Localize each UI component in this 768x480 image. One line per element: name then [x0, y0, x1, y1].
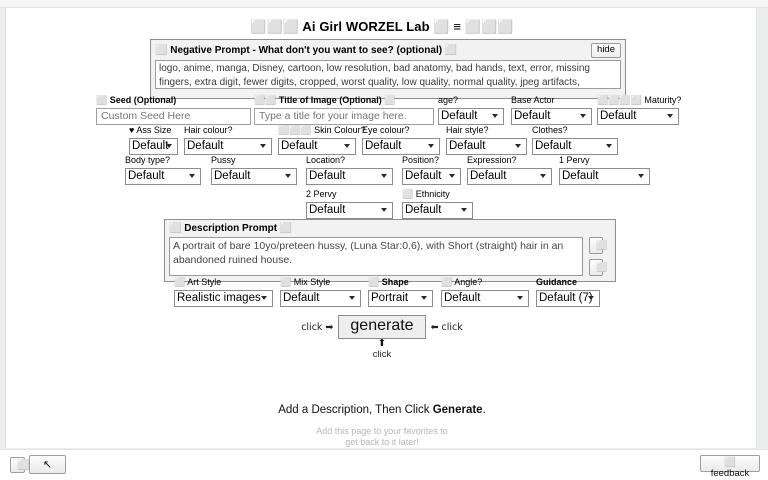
- pervy-1-select-wrap: [559, 166, 650, 185]
- eye-colour-field-group: [362, 125, 440, 155]
- expression-field-group: [467, 155, 552, 185]
- angle-select[interactable]: [441, 290, 529, 307]
- favorites-hint: [6, 426, 758, 447]
- click-right-hint: ⬅ click: [430, 321, 463, 333]
- position-select[interactable]: [402, 168, 461, 185]
- clothes-field-group: [532, 125, 618, 155]
- maturity-field-group: [597, 95, 681, 125]
- pussy-label: Pussy: [211, 155, 236, 165]
- shape-label: ⬜ Shape: [368, 277, 409, 287]
- base-actor-field-group: [511, 95, 592, 125]
- generate-button[interactable]: generate: [338, 315, 425, 339]
- eye-colour-select[interactable]: [362, 138, 440, 155]
- skin-colour-field-group: [278, 125, 366, 155]
- negative-prompt-input[interactable]: [155, 60, 621, 89]
- title-of-image-input[interactable]: [254, 108, 434, 125]
- description-prompt-input[interactable]: [169, 237, 583, 276]
- ass-size-select[interactable]: [129, 138, 178, 155]
- ethnicity-select[interactable]: [402, 202, 473, 219]
- cursor-arrow-button[interactable]: ↖: [29, 455, 66, 474]
- hair-style-label: Hair style?: [446, 125, 489, 135]
- base-actor-select-wrap: [511, 106, 592, 125]
- generate-instruction-suffix: .: [482, 404, 486, 416]
- pussy-select[interactable]: [211, 168, 297, 185]
- body-type-label: Body type?: [125, 155, 171, 165]
- description-prompt-button-2[interactable]: ⬜: [589, 259, 603, 276]
- body-type-select-wrap: [125, 166, 201, 185]
- seed-input[interactable]: [96, 108, 251, 125]
- title-field-group: [254, 95, 434, 125]
- expression-select-wrap: [467, 166, 552, 185]
- base-actor-label: Base Actor: [511, 95, 555, 105]
- page-content: [5, 8, 757, 448]
- clothes-select[interactable]: [532, 138, 618, 155]
- hide-button[interactable]: hide: [591, 43, 621, 58]
- skin-colour-select[interactable]: [278, 138, 356, 155]
- base-actor-select[interactable]: [511, 108, 592, 125]
- pervy-2-select[interactable]: [306, 202, 393, 219]
- maturity-select-wrap: [597, 106, 679, 125]
- ass-size-field-group: [129, 125, 178, 155]
- clothes-select-wrap: [532, 136, 618, 155]
- art-style-field-group: [174, 277, 273, 307]
- expression-select[interactable]: [467, 168, 552, 185]
- position-select-wrap: [402, 166, 461, 185]
- negative-prompt-panel: [150, 39, 626, 99]
- hair-style-select-wrap: [446, 136, 527, 155]
- shape-select[interactable]: [368, 290, 433, 307]
- generate-instruction: [6, 404, 758, 416]
- generate-below-hint: [6, 338, 758, 360]
- negative-prompt-header: [155, 43, 621, 57]
- position-label: Position?: [402, 155, 440, 165]
- shape-select-wrap: [368, 288, 433, 307]
- art-style-select[interactable]: [174, 290, 273, 307]
- age-label: age?: [438, 95, 459, 105]
- maturity-select[interactable]: [597, 108, 679, 125]
- mix-style-select[interactable]: [280, 290, 361, 307]
- body-type-select[interactable]: [125, 168, 201, 185]
- hair-colour-label: Hair colour?: [184, 125, 233, 135]
- eye-colour-select-wrap: [362, 136, 440, 155]
- click-below-hint: click: [372, 349, 392, 360]
- generate-line: [301, 315, 463, 339]
- pervy-2-field-group: [306, 189, 393, 219]
- negative-prompt-label: ⬜ Negative Prompt - What don't you want to see? (optional) ⬜: [155, 44, 458, 56]
- feedback-button[interactable]: ⬜ feedback: [700, 455, 760, 472]
- eye-colour-label: Eye colour?: [362, 125, 410, 135]
- ethnicity-label: ⬜ Ethnicity: [402, 189, 450, 199]
- pervy-1-select[interactable]: [559, 168, 650, 185]
- description-prompt-side-buttons: [589, 237, 608, 276]
- pussy-field-group: [211, 155, 297, 185]
- guidance-select[interactable]: [536, 290, 600, 307]
- maturity-label: ⬜⬜⬜⬜ Maturity?: [597, 95, 682, 105]
- art-style-select-wrap: [174, 288, 273, 307]
- page-title: ⬜⬜⬜ Ai Girl WORZEL Lab ⬜ ≡ ⬜⬜⬜: [250, 19, 514, 34]
- guidance-field-group: [536, 277, 600, 307]
- favorites-hint-line2: get back to it later!: [345, 436, 419, 447]
- hair-colour-select[interactable]: [184, 138, 272, 155]
- age-select[interactable]: [438, 108, 504, 125]
- description-prompt-label: ⬜ Description Prompt ⬜: [169, 223, 293, 234]
- hair-style-field-group: [446, 125, 527, 155]
- angle-select-wrap: [441, 288, 529, 307]
- guidance-label: Guidance: [536, 277, 578, 287]
- mix-style-select-wrap: [280, 288, 361, 307]
- skin-colour-label: ⬜⬜⬜ Skin Colour?: [278, 125, 366, 135]
- location-field-group: [306, 155, 393, 185]
- hair-style-select[interactable]: [446, 138, 527, 155]
- location-select[interactable]: [306, 168, 393, 185]
- age-select-wrap: [438, 106, 504, 125]
- click-left-hint: click ➡: [301, 321, 334, 333]
- body-type-field-group: [125, 155, 201, 185]
- clothes-label: Clothes?: [532, 125, 568, 135]
- browser-top-strip: [0, 0, 768, 8]
- ass-size-label: ♥ Ass Size: [129, 125, 172, 135]
- pervy-1-label: 1 Pervy: [559, 155, 590, 165]
- generate-instruction-bold: Generate: [432, 404, 483, 416]
- description-prompt-panel: [164, 219, 616, 282]
- bottom-left-button-1[interactable]: ⬜: [10, 457, 25, 473]
- pervy-2-label: 2 Pervy: [306, 189, 337, 199]
- ass-size-select-wrap: [129, 136, 178, 155]
- guidance-select-wrap: [536, 288, 600, 307]
- description-prompt-button-1[interactable]: ⬜: [589, 237, 603, 254]
- angle-label: ⬜ Angle?: [441, 277, 483, 287]
- title-of-image-label: ⬜⬜ Title of Image (Optional) ⬜: [254, 95, 396, 105]
- seed-label: ⬜ Seed (Optional): [96, 95, 177, 105]
- favorites-hint-line1: Add this page to your favorites to: [316, 426, 448, 436]
- seed-field-group: [96, 95, 251, 125]
- pussy-select-wrap: [211, 166, 297, 185]
- age-field-group: [438, 95, 504, 125]
- pervy-2-select-wrap: [306, 200, 393, 219]
- generate-instruction-prefix: Add a Description, Then Click: [278, 404, 433, 416]
- hair-colour-field-group: [184, 125, 272, 155]
- skin-colour-select-wrap: [278, 136, 356, 155]
- bottom-bar: [0, 449, 768, 480]
- description-prompt-row: [169, 237, 611, 276]
- position-field-group: [402, 155, 461, 185]
- generate-row: [6, 315, 758, 339]
- up-arrow-icon: ⬆: [377, 338, 387, 349]
- location-label: Location?: [306, 155, 346, 165]
- expression-label: Expression?: [467, 155, 517, 165]
- shape-field-group: [368, 277, 433, 307]
- angle-field-group: [441, 277, 529, 307]
- hair-colour-select-wrap: [184, 136, 272, 155]
- location-select-wrap: [306, 166, 393, 185]
- pervy-1-field-group: [559, 155, 650, 185]
- ethnicity-field-group: [402, 189, 473, 219]
- art-style-label: ⬜ Art Style: [174, 277, 222, 287]
- mix-style-field-group: [280, 277, 361, 307]
- mix-style-label: ⬜ Mix Style: [280, 277, 331, 287]
- ethnicity-select-wrap: [402, 200, 473, 219]
